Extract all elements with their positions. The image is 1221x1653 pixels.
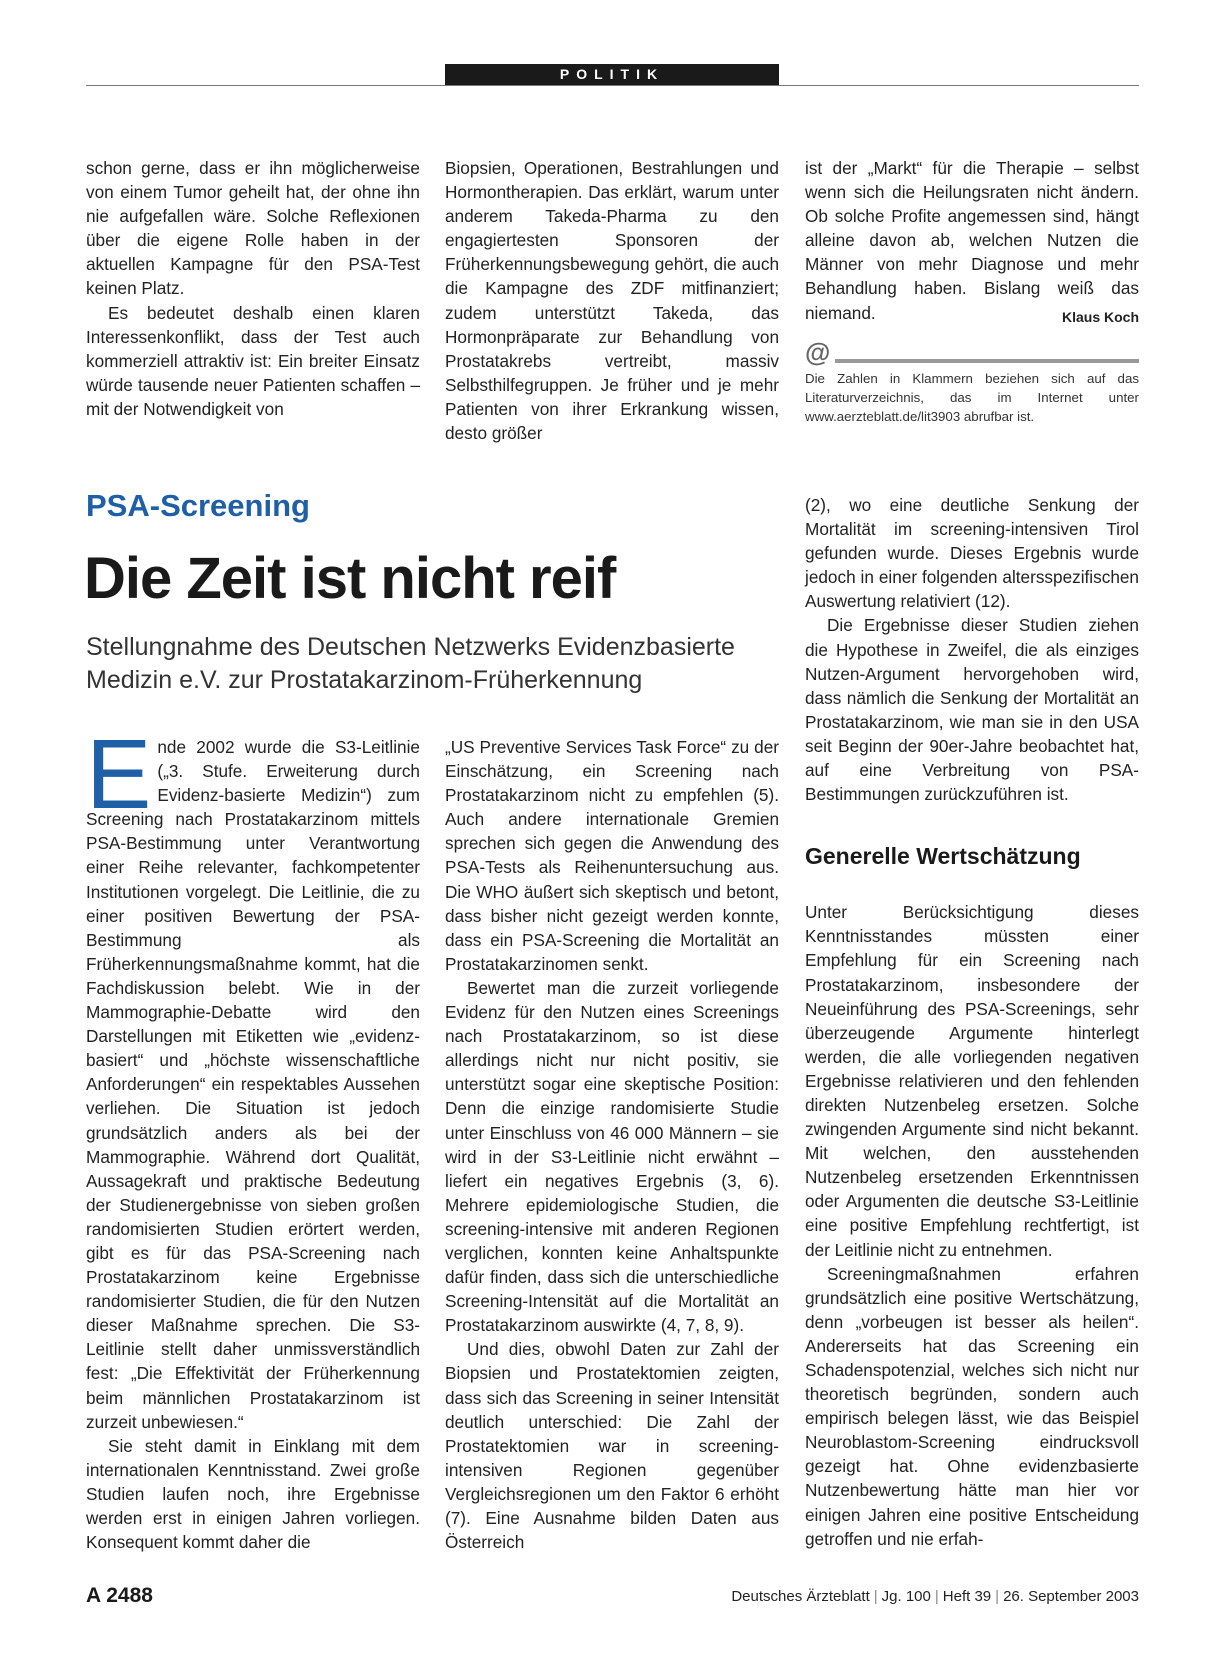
separator: | [995, 1588, 1000, 1605]
paragraph: Unter Berücksichtigung dieses Kenntnisstandes müssten einer Empfehlung für ein Screening nach Prostatakarzinom, insbesondere der Neueinführung des PSA-Screenings, sehr überzeugende Argumente hinterlegt werden, die alle vorliegenden negativen Ergebnisse relativieren und den fehlenden direkten Nutzenbeleg ersetzen. Solche zwingenden Argumente sind nicht bekannt. Mit welchen, den ausstehenden Nutzenbeleg ersetzenden Erkenntnissen oder Argumenten die deutsche S3-Leitlinie eine positive Empfehlung rechtfertigt, ist der Leitlinie nicht zu entnehmen. [805, 902, 1139, 1260]
paragraph: Sie steht damit in Einklang mit dem internationalen Kenntnisstand. Zwei große Studien laufen noch, ihre Ergebnisse werden erst in einigen Jahren vorliegen. Konsequent kommt daher die [86, 1435, 420, 1553]
paragraph [86, 719, 420, 1434]
paragraph: Biopsien, Operationen, Bestrahlungen und Hormontherapien. Das erklärt, warum unter anderem Takeda-Pharma zu den engagiertesten Sponsoren der Früherkennungsbewegung gehört, die auch die Kampagne des ZDF mitfinanziert; zudem unterstützt Takeda, das Hormonpräparate zur Behandlung von Prostatakrebs vertreibt, massiv Selbsthilfegruppen. Je früher und je mehr Patienten von ihrer Erkrankung wissen, desto größer [445, 158, 779, 444]
section-label: POLITIK [445, 64, 779, 85]
section-subheading: Generelle Wertschätzung [805, 843, 1081, 870]
footer-citation [731, 1588, 1139, 1605]
author-byline: Klaus Koch [1061, 308, 1139, 325]
journal-name: Deutsches Ärzteblatt [731, 1588, 870, 1605]
prev-article-col3 [805, 156, 1139, 426]
separator: | [873, 1588, 878, 1605]
article-col1 [86, 719, 420, 1554]
paragraph: (2), wo eine deutliche Senkung der Mortalität im screening-intensiven Tirol gefunden wurde. Dieses Ergebnis wurde jedoch in einer folgenden altersspezifischen Auswertung relativiert (12). [805, 495, 1139, 612]
issue-date: 26. September 2003 [1003, 1588, 1139, 1605]
at-icon: @ [805, 336, 831, 367]
paragraph-text: ist der „Markt“ für die Therapie – selbst wenn sich die Heilungsraten nicht ändern. Ob solche Profite angemessen sind, hängt alleine davon ab, welchen Nutzen die Männer von mehr Diagnose und mehr Behandlung haben. Bislang weiß das niemand. [805, 158, 1139, 323]
article-subtitle: Stellungnahme des Deutschen Netzwerks Evidenzbasierte Medizin e.V. zur Prostatakarzinom-Früherkennung [86, 633, 735, 694]
page-number: A 2488 [86, 1584, 153, 1607]
note-rule [835, 359, 1139, 363]
paragraph: Es bedeutet deshalb einen klaren Interessenkonflikt, dass der Test auch kommerziell attraktiv ist: Ein breiter Einsatz würde tausende neuer Patienten schaffen – mit der Notwendigkeit von [86, 302, 420, 419]
prev-article-col1 [86, 156, 420, 421]
article-col3 [805, 493, 1139, 1551]
paragraph: Und dies, obwohl Daten zur Zahl der Biopsien und Prostatektomien zeigten, dass sich das Screening in seiner Intensität deutlich unterschied: Die Zahl der Prostatektomien war in screening-intensiven Regionen gegenüber Vergleichsregionen um den Faktor 6 erhöht (7). Eine Ausnahme bilden Daten aus Österreich [445, 1339, 779, 1553]
paragraph [805, 156, 1139, 325]
paragraph: „US Preventive Services Task Force“ zu der Einschätzung, ein Screening nach Prostatakarzinom nicht zu empfehlen (5). Auch andere internationale Gremien sprechen sich gegen die Anwendung des PSA-Tests als Reihenuntersuchung aus. Die WHO äußert sich skeptisch und betont, dass bisher nicht gezeigt werden konnte, dass ein PSA-Screening die Mortalität an Prostatakarzinomen senkt. [445, 737, 779, 974]
reference-note: Die Zahlen in Klammern beziehen sich auf das Literaturverzeichnis, das im Internet unter www.aerzteblatt.de/lit3903 abrufbar ist. [805, 370, 1139, 424]
issue: Heft 39 [942, 1588, 992, 1605]
paragraph: schon gerne, dass er ihn möglicherweise von einem Tumor geheilt hat, der ohne ihn nie aufgefallen wäre. Solche Reflexionen über die eigene Rolle haben in der aktuellen Kampagne für den PSA-Test keinen Platz. [86, 158, 420, 299]
paragraph: Screeningmaßnahmen erfahren grundsätzlich eine positive Wertschätzung, denn „vorbeugen ist besser als heilen“. Andererseits hat das Screening ein Schadenspotenzial, welches sich nicht nur theoretisch begründen, sondern auch empirisch belegen lässt, wie das Beispiel Neuroblastom-Screening eindrucksvoll gezeigt hat. Ohne evidenzbasierte Nutzenbewertung hätte man hier vor einigen Jahren eine positive Entscheidung getroffen und nie erfah- [805, 1263, 1139, 1549]
separator: | [934, 1588, 939, 1605]
paragraph-text: nde 2002 wurde die S3-Leitlinie („3. Stufe. Erweiterung durch Evidenz-basierte Medizin“) zum Screening nach Prostatakarzinom mittels PSA-Bestimmung unter Verantwortung einer Reihe relevanter, fachkompetenter Institutionen vorgelegt. Die Leitlinie, die zu einer positiven Bewertung der PSA-Bestimmung als Früherkennungsmaßnahme kommt, hat die Fachdiskussion belebt. Wie in der Mammographie-Debatte wird den Darstellungen mit Etiketten wie „evidenz-basiert“ und „höchste wissenschaftliche Anforderungen“ ein respektables Aussehen verliehen. Die Situation ist jedoch grundsätzlich anders als bei der Mammographie. Während dort Qualität, Aussagekraft und praktische Bedeutung der Studienergebnisse von sieben großen randomisierten Studien erörtert werden, gibt es für das PSA-Screening nach Prostatakarzinom keine Ergebnisse randomisierter Studien, die für den Nutzen dieser Maßnahme sprechen. Die S3-Leitlinie stellt daher unmissverständlich fest: „Die Effektivität der Früherkennung beim männlichen Prostatakarzinom ist zurzeit unbewiesen.“ [86, 737, 420, 1432]
header-rule [86, 85, 1139, 86]
article-col2 [445, 735, 779, 1554]
paragraph: Bewertet man die zurzeit vorliegende Evidenz für den Nutzen eines Screenings nach Prostatakarzinom, so ist diese allerdings nicht nur nicht positiv, sie unterstützt sogar eine skeptische Position: Denn die einzige randomisierte Studie unter Einschluss von 46 000 Männern – sie wird in der S3-Leitlinie nicht erwähnt – liefert ein negatives Ergebnis (3, 6). Mehrere epidemiologische Studien, die screening-intensive mit anderen Regionen verglichen, konnten keine Anhaltspunkte dafür finden, dass sich die unterschiedliche Screening-Intensität auf die Mortalität an Prostatakarzinom auswirkte (4, 7, 8, 9). [445, 977, 779, 1336]
article-headline: Die Zeit ist nicht reif [84, 546, 616, 611]
drop-cap: E [86, 719, 152, 829]
prev-article-col2 [445, 156, 779, 445]
paragraph: Die Ergebnisse dieser Studien ziehen die Hypothese in Zweifel, die als einziges Nutzen-Argument hervorgehoben wird, dass nämlich die Senkung der Mortalität an Prostatakarzinom, wie man sie in den USA seit Beginn der 90er-Jahre beobachtet hat, auf eine Verbreitung von PSA-Bestimmungen zurückzuführen ist. [805, 615, 1139, 805]
article-kicker: PSA-Screening [86, 488, 310, 523]
volume: Jg. 100 [881, 1588, 931, 1605]
